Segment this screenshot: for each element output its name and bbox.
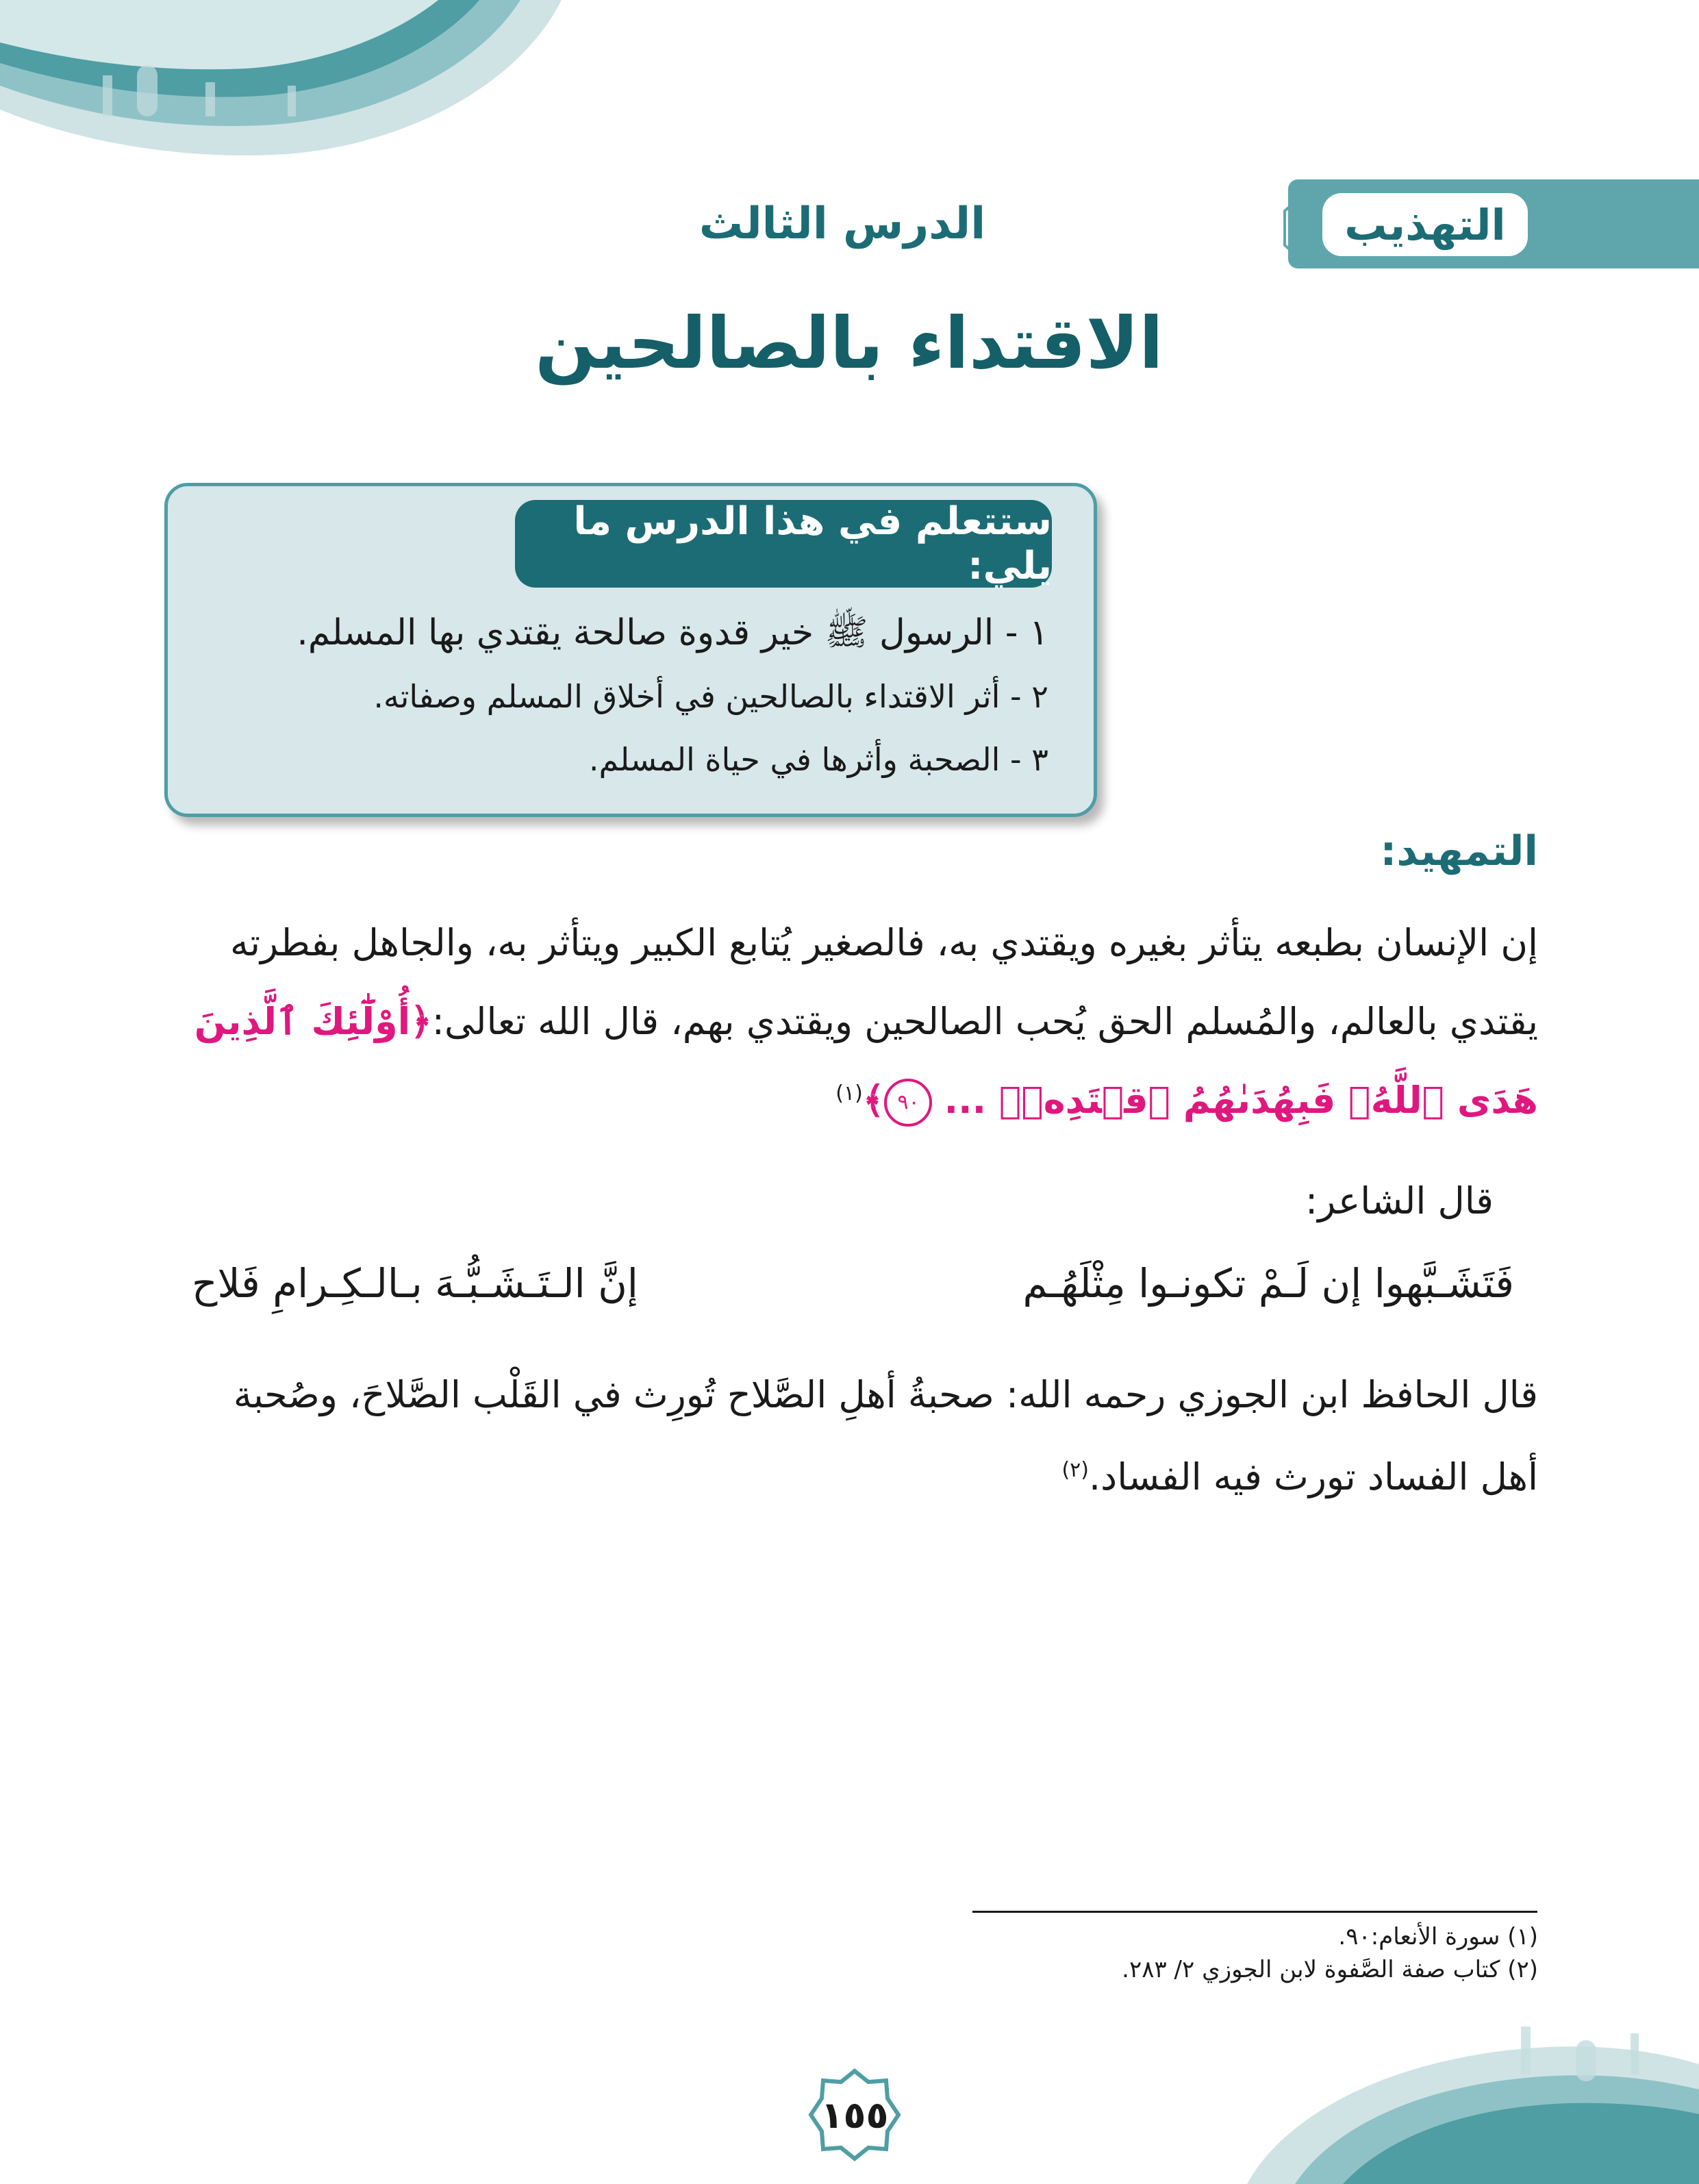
- footnote: (٢) كتاب صفة الصَّفوة لابن الجوزي ٢/ ٢٨٣.: [1122, 1956, 1538, 1983]
- poet-intro: قال الشاعر:: [1305, 1179, 1494, 1222]
- subject-label: التهذيب: [1322, 193, 1528, 256]
- intro-line-2: يقتدي بالعالم، والمُسلم الحق يُحب الصالحين ويقتدي بهم، قال الله تعالى:: [431, 1000, 1538, 1043]
- objectives-heading: ستتعلم في هذا الدرس ما يلي:: [515, 500, 1052, 588]
- ornament-icon: [1278, 190, 1326, 266]
- intro-paragraph-line-2: [161, 1000, 1538, 1043]
- lesson-number: الدرس الثالث: [699, 199, 986, 249]
- quote-line-2: [1061, 1455, 1538, 1498]
- intro-heading: التمهيد:: [1380, 827, 1538, 875]
- page-number: ١٥٥: [820, 2093, 889, 2137]
- intro-paragraph-line-3: [835, 1079, 1538, 1127]
- intro-line-1: إن الإنسان بطبعه يتأثر بغيره ويقتدي به، فالصغير يُتابع الكبير ويتأثر به، والجاهل بفطرته: [230, 921, 1538, 964]
- objective-item: ١ - الرسول ﷺ خير قدوة صالحة يقتدي بها المسلم.: [297, 612, 1048, 653]
- quote-line-1: [161, 1373, 1538, 1416]
- verse-number-badge: ٩٠: [884, 1079, 932, 1127]
- poem-second-hemistich: إنَّ الـتَـشَـبُّـهَ بـالـكِـرامِ فَلاح: [192, 1260, 638, 1307]
- decorative-corner-bottom-right: [1233, 2026, 1699, 2184]
- quote-text-1: قال الحافظ ابن الجوزي رحمه الله: صحبةُ أهلِ الصَّلاح تُورِث في القَلْب الصَّلاحَ، وصُحبة: [233, 1373, 1538, 1416]
- quote-text-2: أهل الفساد تورث فيه الفساد.: [1089, 1455, 1538, 1498]
- lesson-title: الاقتداء بالصالحين: [535, 301, 1163, 385]
- objective-item: ٣ - الصحبة وأثرها في حياة المسلم.: [588, 741, 1048, 778]
- footnote-divider: [972, 1911, 1537, 1913]
- quran-verse-end: هَدَى ٱللَّهُۖ فَبِهُدَىٰهُمُ ٱقۡتَدِهۡۗ ...: [944, 1079, 1538, 1122]
- poem-first-hemistich: فَتَشَـبَّهوا إن لَـمْ تكونـوا مِثْلَهُـم: [1022, 1260, 1514, 1307]
- objective-item: ٢ - أثر الاقتداء بالصالحين في أخلاق المسلم وصفاته.: [373, 678, 1048, 715]
- quran-verse-start: ﴿أُوْلَٰٓئِكَ ٱلَّذِينَ: [194, 1000, 432, 1043]
- footnote-ref: (٢): [1061, 1458, 1089, 1482]
- footnote: (١) سورة الأنعام:٩٠.: [1338, 1923, 1538, 1950]
- decorative-corner-top-left: [0, 0, 589, 171]
- intro-paragraph-line-1: [161, 921, 1538, 964]
- quran-close-bracket: ﴾: [862, 1079, 885, 1122]
- footnote-ref: (١): [835, 1081, 863, 1105]
